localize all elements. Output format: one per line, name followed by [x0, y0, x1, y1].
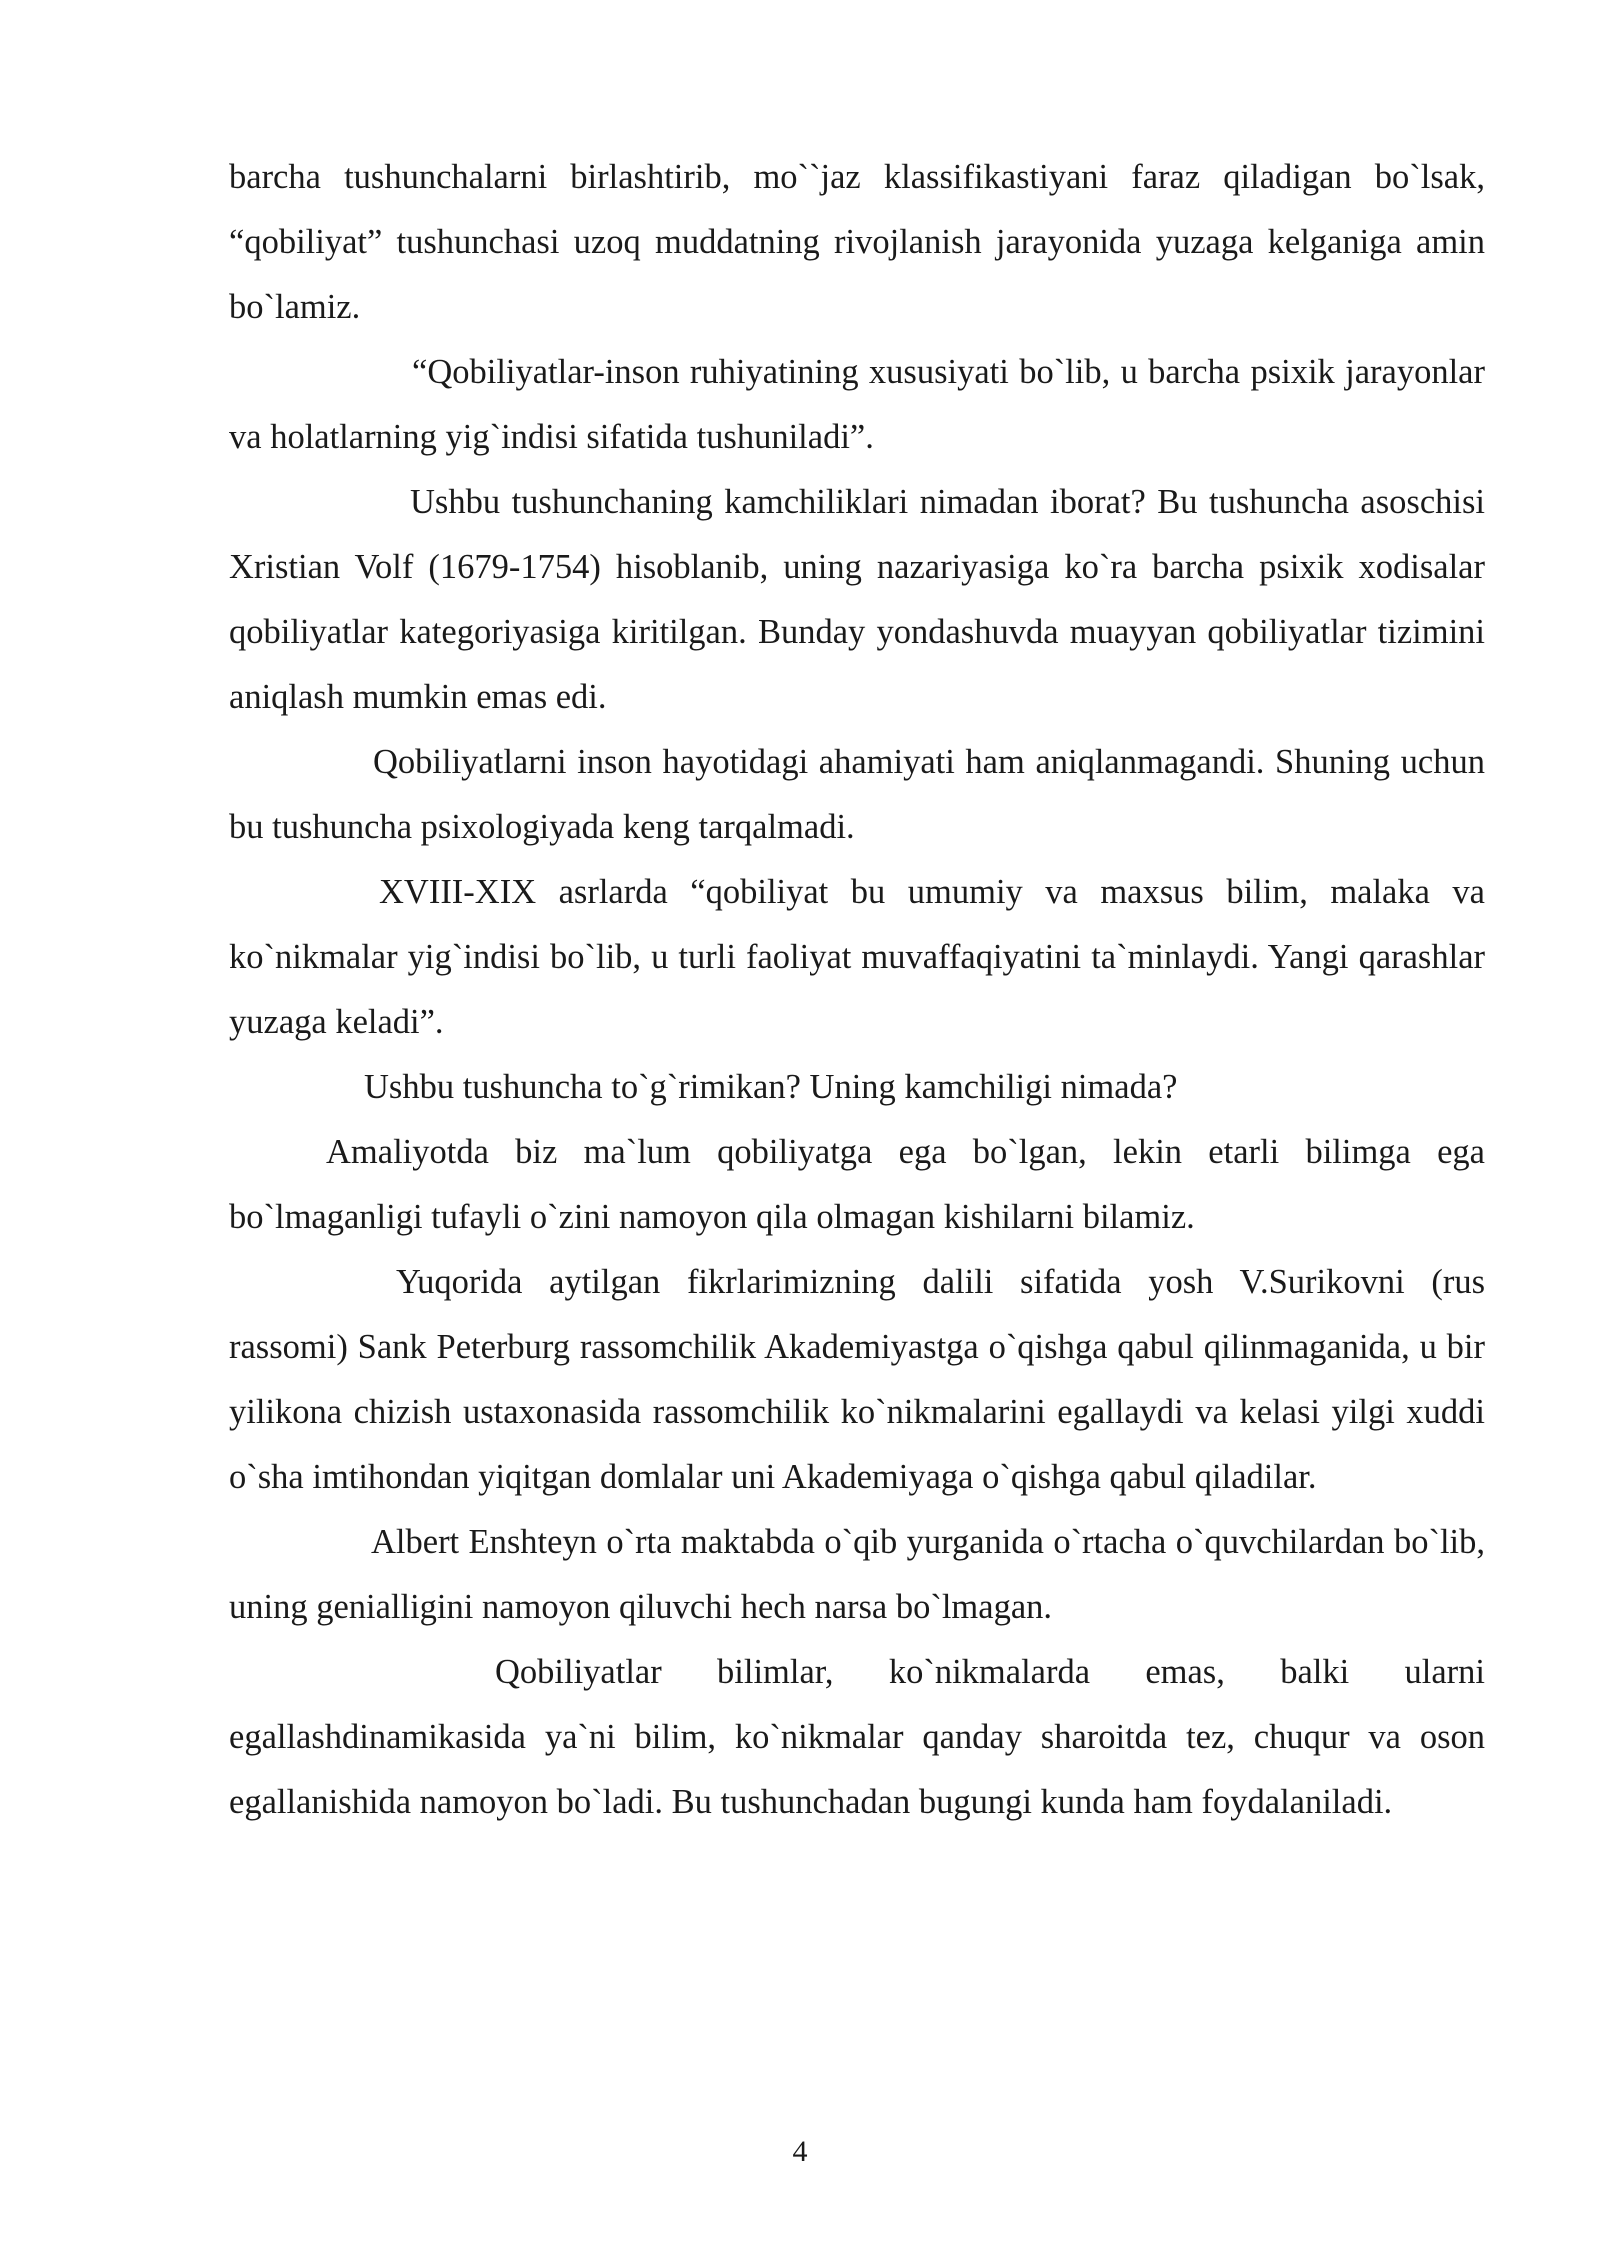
paragraph-4: Qobiliyatlarni inson hayotidagi ahamiyati ham aniqlanmagandi. Shuning uchun bu tushuncha psixologiyada keng tarqalmadi.: [229, 743, 1485, 846]
paragraph-7: Amaliyotda biz ma`lum qobiliyatga ega bo`lgan, lekin etarli bilimga ega bo`lmaganligi tufayli o`zini namoyon qila olmagan kishilarni bilamiz.: [229, 1133, 1485, 1236]
paragraph-10: Qobiliyatlar bilimlar, ko`nikmalarda emas, balki ularni egallashdinamikasida ya`ni bilim, ko`nikmalar qanday sharoitda tez, chuqur va oson egallanishida namoyon bo`ladi. Bu tushunchadan bugungi kunda ham foydalaniladi.: [229, 1653, 1485, 1821]
paragraph-1: barcha tushunchalarni birlashtirib, mo``jaz klassifikastiyani faraz qiladigan bo`lsak, “qobiliyat” tushunchasi uzoq muddatning rivojlanish jarayonida yuzaga kelganiga amin bo`lamiz.: [229, 158, 1485, 326]
paragraph-2: “Qobiliyatlar-inson ruhiyatining xususiyati bo`lib, u barcha psixik jarayonlar va holatlarning yig`indisi sifatida tushuniladi”.: [229, 353, 1485, 456]
paragraph-9: Albert Enshteyn o`rta maktabda o`qib yurganida o`rtacha o`quvchilardan bo`lib, uning genialligini namoyon qiluvchi hech narsa bo`lmagan.: [229, 1523, 1485, 1626]
paragraph-6: Ushbu tushuncha to`g`rimikan? Uning kamchiligi nimada?: [364, 1068, 1178, 1106]
body-text: [229, 145, 1485, 1835]
paragraph-8: Yuqorida aytilgan fikrlarimizning dalili sifatida yosh V.Surikovni (rus rassomi) Sank Peterburg rassomchilik Akademiyastga o`qishga qabul qilinmaganida, u bir yilikona chizish ustaxonasida rassomchilik ko`nikmalarini egallaydi va kelasi yilgi xuddi o`sha imtihondan yiqitgan domlalar uni Akademiyaga o`qishga qabul qiladilar.: [229, 1263, 1485, 1496]
page-number: 4: [792, 2135, 808, 2168]
paragraph-5: XVIII-XIX asrlarda “qobiliyat bu umumiy va maxsus bilim, malaka va ko`nikmalar yig`indisi bo`lib, u turli faoliyat muvaffaqiyatini ta`minlaydi. Yangi qarashlar yuzaga keladi”.: [229, 873, 1485, 1041]
paragraph-3: Ushbu tushunchaning kamchiliklari nimadan iborat? Bu tushuncha asoschisi Xristian Volf (1679-1754) hisoblanib, uning nazariyasiga ko`ra barcha psixik xodisalar qobiliyatlar kategoriyasiga kiritilgan. Bunday yondashuvda muayyan qobiliyatlar tizimini aniqlash mumkin emas edi.: [229, 483, 1485, 716]
